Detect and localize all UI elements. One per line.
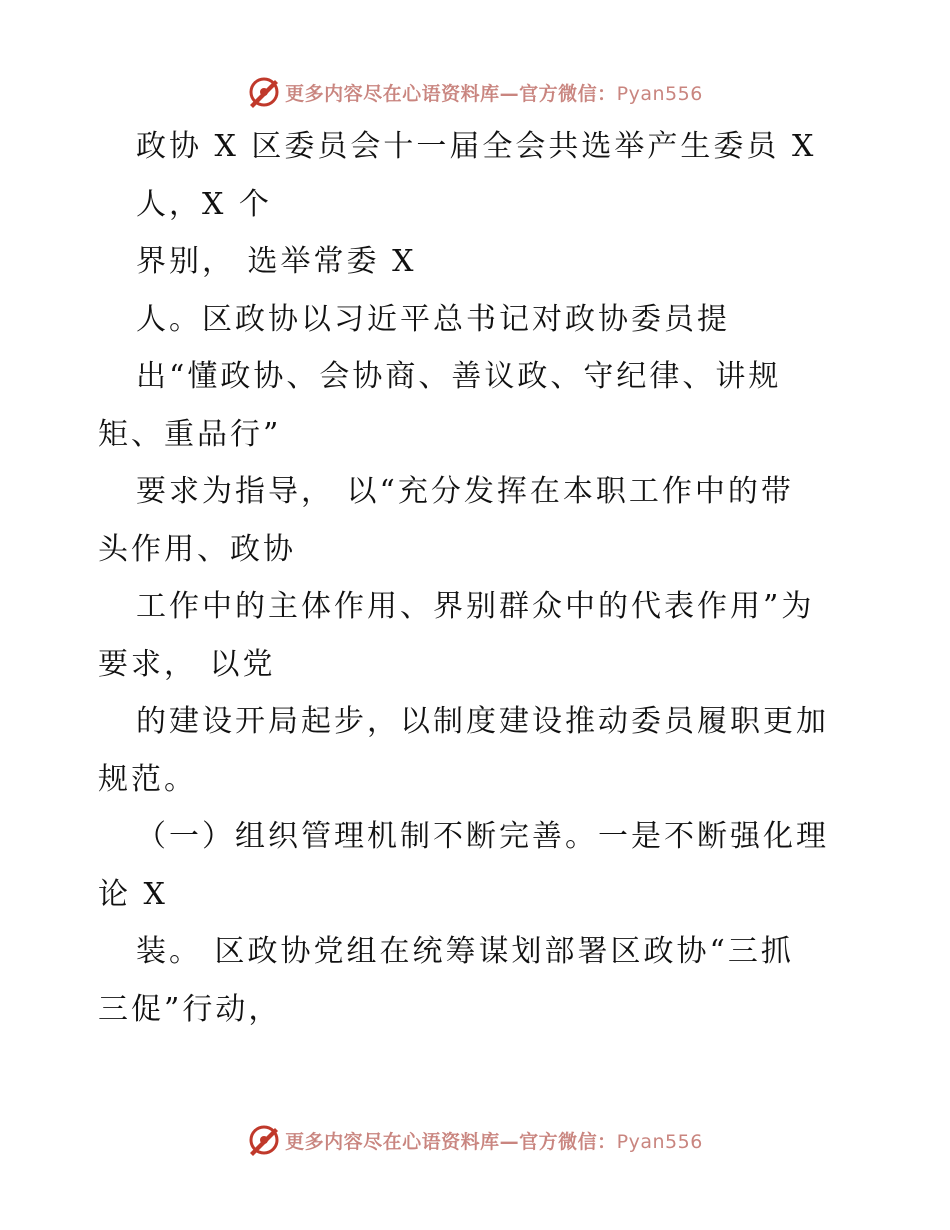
text-line: 界别， 选举常委 X — [136, 244, 417, 279]
pen-logo-icon — [247, 75, 281, 109]
text-line: 矩、重品行” — [98, 416, 282, 452]
document-body — [98, 118, 878, 1038]
footer-text: 更多内容尽在心语资料库—官方微信： — [285, 1130, 617, 1153]
header-text: 更多内容尽在心语资料库—官方微信： — [285, 82, 617, 105]
text-line: 工作中的主体作用、界别群众中的代表作用”为 — [136, 589, 815, 624]
text-line: （一）组织管理机制不断完善。一是不断强化理 — [136, 819, 829, 854]
text-line: 出“懂政协、会协商、善议政、守纪律、讲规 — [136, 359, 782, 394]
text-line: 人，X 个 — [136, 186, 272, 222]
header-watermark — [0, 72, 950, 112]
text-line: 政协 X 区委员会十一届全会共选举产生委员 X — [136, 129, 817, 164]
pen-logo-icon — [247, 1123, 281, 1157]
text-line: 规范。 — [98, 761, 197, 797]
footer-wechat-id: Pyan556 — [616, 1130, 703, 1153]
text-line: 论 X — [98, 876, 168, 912]
text-line: 三促”行动， — [98, 991, 282, 1027]
text-line: 装。 区政协党组在统筹谋划部署区政协“三抓 — [136, 934, 794, 969]
text-line: 要求为指导， 以“充分发挥在本职工作中的带 — [136, 474, 794, 509]
text-line: 要求， 以党 — [98, 646, 276, 682]
footer-watermark — [0, 1120, 950, 1160]
text-line: 的建设开局起步，以制度建设推动委员履职更加 — [136, 704, 829, 739]
header-wechat-id: Pyan556 — [616, 82, 703, 105]
text-line: 人。区政协以习近平总书记对政协委员提 — [136, 301, 730, 337]
text-line: 头作用、政协 — [98, 531, 296, 567]
